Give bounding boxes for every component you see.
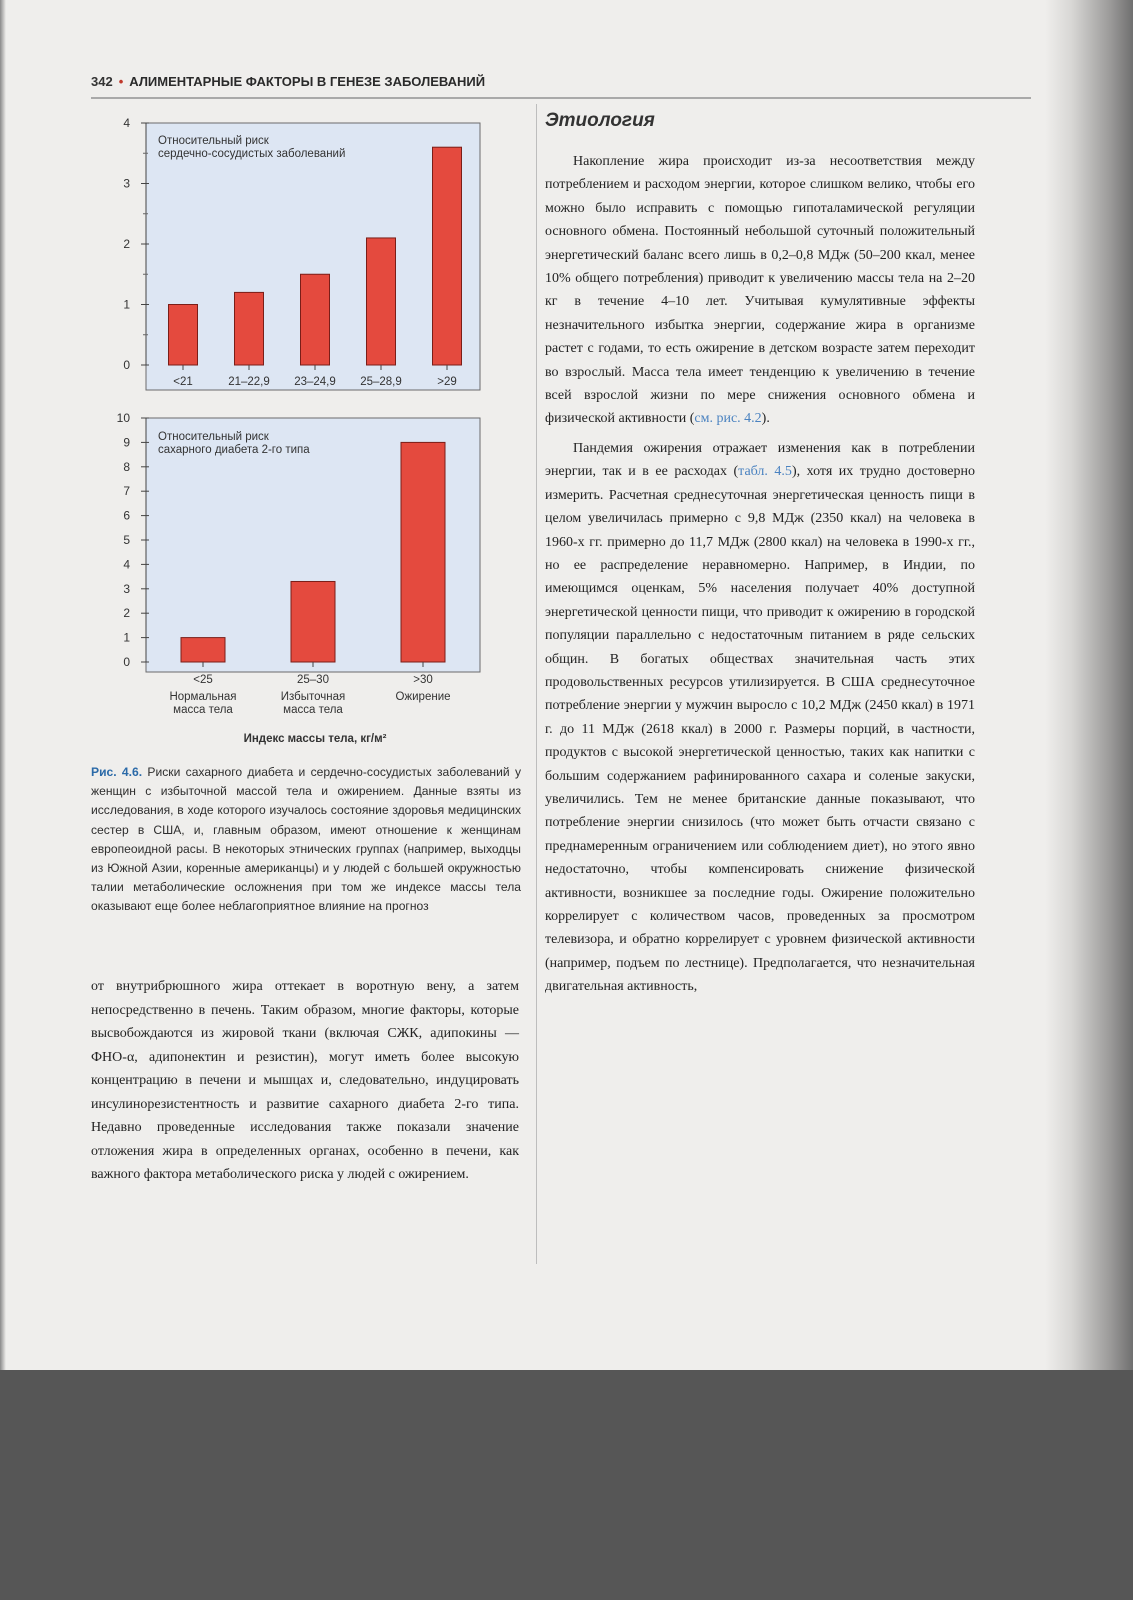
paragraph-1-text: Накопление жира происходит из-за несоответствия между потреблением и расходом энергии, которое слишком велико, чтобы его можно было исправить с помощью гипоталамической регуляции основного обмена. Постоянный небольшой суточный положительный энергетический баланс всего лишь в 0,2–0,8 МДж (50–200 ккал, менее 10% общего потребления) приводит к увеличению массы тела на 2–20 кг в течение 4–10 лет. Учитывая кумулятивные эффекты незначительного избытка энергии, содержание жира в организме растет с годами, то есть ожирение в детском возрасте затем переходит во взрослый. Масса тела имеет тенденцию к увеличению в течение всей взрослой жизни по мере снижения основного обмена и физической активности ( [545,154,975,427]
x-axis-label: Индекс массы тела, кг/м² [243,733,387,745]
header-title: АЛИМЕНТАРНЫЕ ФАКТОРЫ В ГЕНЕЗЕ ЗАБОЛЕВАНИЙ [129,74,486,89]
bar [401,442,445,662]
bar [301,274,330,365]
paragraph-2-text: Пандемия ожирения отражает изменения как в потреблении энергии, так и в ее расходах ( [545,440,975,480]
y-tick-label: 0 [123,655,130,669]
y-tick-label: 1 [123,297,130,312]
paragraph-2 [545,437,975,999]
bar [181,638,225,662]
y-tick-label: 2 [123,606,130,621]
panel-title-line: сахарного диабета 2-го типа [158,444,310,456]
table-reference-link[interactable]: табл. 4.5 [738,464,792,480]
category-sublabel: масса тела [173,704,233,716]
category-label: >29 [437,376,457,388]
y-tick-label: 3 [123,176,130,191]
header-rule [91,97,1031,99]
y-tick-label: 1 [123,630,130,645]
category-sublabel: Ожирение [395,691,451,703]
y-tick-label: 0 [123,358,130,372]
category-sublabel: масса тела [283,704,343,716]
y-tick-label: 3 [123,581,130,596]
category-label: 25–28,9 [360,376,402,388]
bar [169,305,198,366]
column-divider [536,104,537,1264]
category-sublabel: Нормальная [169,691,237,703]
panel-title-line: Относительный риск [158,431,269,443]
left-paragraph: от внутрибрюшного жира оттекает в воротную вену, а затем непосредственно в печень. Таким образом, многие факторы, которые высвобождаются из жировой ткани (включая СЖК, адипокины — ФНО-α, адипонектин и резистин), могут иметь более высокую концентрацию в печени и мышцах и, следовательно, индуцировать инсулинорезистентность и развитие сахарного диабета 2-го типа. Недавно проведенные исследования также показали значение отложения жира в определенных органах, особенно в печени, как важного фактора метаболического риска у людей с ожирением. [91,979,519,1182]
y-tick-label: 7 [123,484,130,499]
page-edge-shadow [0,0,6,1370]
y-tick-label: 8 [123,459,130,474]
y-tick-label: 5 [123,533,130,547]
category-label: 23–24,9 [294,376,336,388]
y-tick-label: 2 [123,237,130,251]
cvd-risk-chart-svg [100,108,500,408]
running-header [91,74,1031,96]
diabetes-risk-chart [100,408,500,748]
y-tick-label: 10 [116,411,130,425]
bar [367,238,396,365]
figure-caption-text: Риски сахарного диабета и сердечно-сосудистых заболеваний у женщин с избыточной массой тела и ожирением. Данные взяты из исследования, в ходе которого изучалось состояние здоровья медицинских сестер в США, и, главным образом, имеют отношение к женщинам европеоидной расы. В некоторых этнических группах (например, выходцы из Южной Азии, коренные американцы) и у людей с большей окружностью талии метаболические осложнения при том же индексе массы тела оказывают еще более неблагоприятное влияние на прогноз [91,765,521,914]
bar [291,581,335,662]
category-label: 25–30 [297,674,329,686]
bar [235,292,264,365]
category-label: >30 [413,674,433,686]
panel-title-line: сердечно-сосудистых заболеваний [158,148,346,160]
page-number: 342 [91,74,113,89]
y-tick-label: 9 [123,435,130,450]
scanner-background [0,1370,1133,1600]
left-column-text [91,975,519,1187]
cvd-risk-chart [100,108,500,408]
y-tick-label: 4 [123,557,130,572]
bar [433,147,462,365]
paragraph-1 [545,150,975,431]
paragraph-1-end: ). [761,411,770,427]
figure-reference-link[interactable]: см. рис. 4.2 [694,411,762,427]
category-label: <25 [193,674,213,686]
book-spine-shadow [1045,0,1133,1370]
paragraph-2-end: ), хотя их трудно достоверно измерить. Расчетная среднесуточная энергетическая ценность пищи в целом увеличилась примерно с 9,8 МДж (2350 ккал) на человека в 1960-х гг. примерно до 11,7 МДж (2800 ккал) на человека в 1990-х гг., но ее распределение неравномерно. Например, в Индии, по имеющимся оценкам, 5% населения получает 40% доступной энергетической ценности пищи, что приводит к ожирению в городской популяции параллельно с недостаточным питанием в ряде сельских общин. В богатых обществах значительная часть этих продовольственных ресурсов утилизируется. В США среднесуточное потребление энергии у мужчин выросло с 10,2 МДж (2450 ккал) в 1971 г. до 11 МДж (2618 ккал) в 2000 г. Размеры порций, в частности, продуктов с высокой энергетической ценностью, таких как напитки с большим содержанием рафинированного сахара и соленые закуски, увеличились. Тем не менее британские данные показывают, что потребление энергии снизилось (что может быть отчасти связано с преднамеренным ограничением или соблюдением диет), но этого явно недостаточно, чтобы компенсировать снижение физической активности, возникшее за последние годы. Ожирение положительно коррелирует с количеством часов, проведенных за просмотром телевизора, и обратно коррелирует с уровнем физической активности (например, подъем по лестнице). Предполагается, что незначительная двигательная активность, [545,464,975,995]
y-tick-label: 6 [123,508,130,523]
figure-caption [91,763,521,917]
category-label: <21 [173,376,193,388]
header-bullet: • [118,74,124,89]
right-column-text [545,150,975,999]
diabetes-risk-chart-svg [100,408,500,748]
panel-title-line: Относительный риск [158,135,269,147]
category-label: 21–22,9 [228,376,270,388]
category-sublabel: Избыточная [280,691,346,703]
figure-label: Рис. 4.6. [91,765,143,779]
y-tick-label: 4 [123,116,130,130]
section-title: Этиология [545,110,655,131]
